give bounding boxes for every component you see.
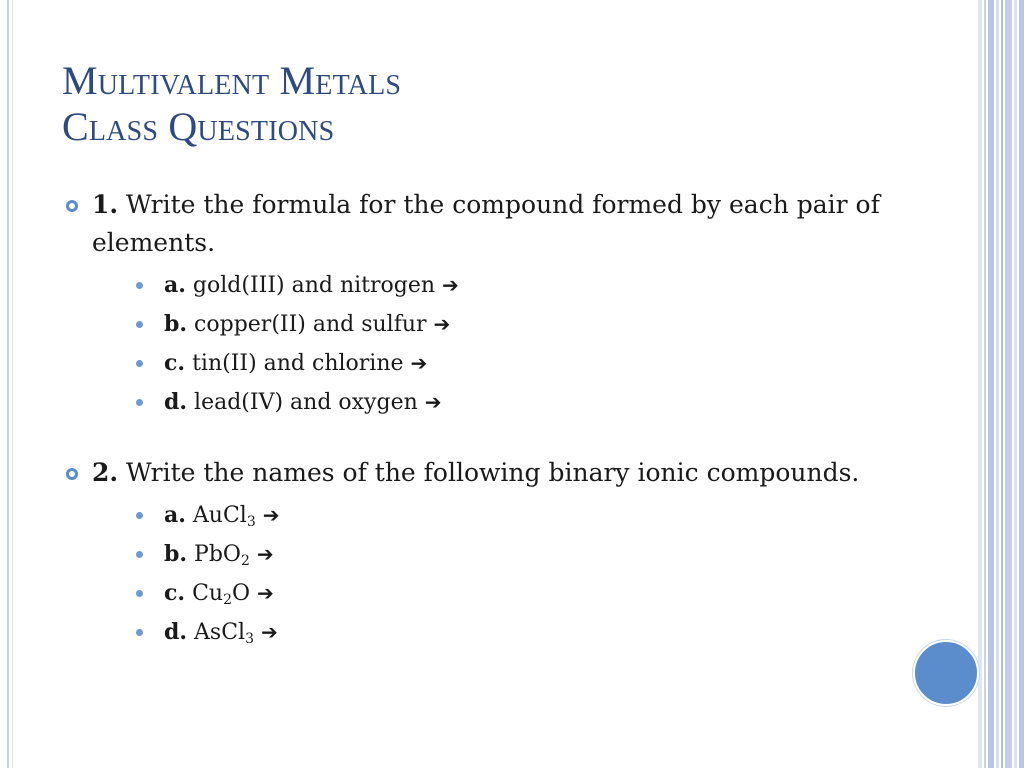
item-text: copper(II) and sulfur	[194, 312, 427, 337]
dot-bullet-icon	[136, 399, 143, 406]
question-2-items	[92, 496, 902, 652]
question-2	[62, 454, 902, 652]
list-item	[92, 535, 902, 574]
title-line-1: Multivalent Metals	[62, 58, 402, 103]
right-decorative-stripes	[978, 0, 1024, 768]
list-item	[92, 613, 902, 652]
dot-bullet-icon	[136, 590, 143, 597]
arrow-right-icon: ➔	[262, 503, 280, 527]
question-1	[62, 186, 902, 422]
item-text: tin(II) and chlorine	[192, 351, 404, 376]
item-letter: d.	[164, 389, 188, 415]
dot-bullet-icon	[136, 321, 143, 328]
list-item	[92, 305, 902, 344]
list-item	[92, 266, 902, 305]
left-frame-thin-line	[12, 0, 13, 768]
dot-bullet-icon	[136, 512, 143, 519]
question-1-items	[92, 266, 902, 422]
question-2-text	[92, 454, 892, 492]
ring-bullet-icon	[66, 468, 78, 480]
dot-bullet-icon	[136, 282, 143, 289]
list-item	[92, 574, 902, 613]
arrow-right-icon: ➔	[424, 390, 442, 414]
arrow-right-icon: ➔	[410, 351, 428, 375]
chemical-formula: AsCl$_3$	[194, 620, 255, 647]
item-letter: a.	[164, 272, 186, 298]
arrow-right-icon: ➔	[257, 581, 274, 605]
arrow-right-icon: ➔	[433, 312, 451, 336]
item-text: lead(IV) and oxygen	[194, 390, 418, 415]
list-item	[92, 496, 902, 535]
item-letter: c.	[164, 580, 186, 606]
chemical-formula: $Cu_2O$	[192, 581, 251, 608]
chemical-formula: PbO$_2$	[194, 542, 250, 569]
slide-content	[62, 186, 902, 652]
slide-title	[62, 58, 401, 150]
item-letter: d.	[164, 619, 188, 645]
arrow-right-icon: ➔	[256, 542, 274, 566]
left-frame-line	[7, 0, 9, 768]
item-text: gold(III) and nitrogen	[192, 273, 436, 298]
item-letter: b.	[164, 541, 188, 567]
list-item	[92, 383, 902, 422]
dot-bullet-icon	[136, 629, 143, 636]
arrow-right-icon: ➔	[442, 273, 459, 297]
question-prompt: Write the formula for the compound formed by each pair of elements.	[92, 190, 880, 257]
chemical-formula: AuCl$_3$	[192, 503, 256, 530]
item-letter: b.	[164, 311, 188, 337]
item-letter: c.	[164, 350, 186, 376]
decorative-circle	[913, 640, 979, 706]
question-1-text	[92, 186, 892, 262]
item-letter: a.	[164, 502, 186, 528]
dot-bullet-icon	[136, 551, 143, 558]
list-item	[92, 344, 902, 383]
dot-bullet-icon	[136, 360, 143, 367]
ring-bullet-icon	[66, 200, 78, 212]
arrow-right-icon: ➔	[261, 620, 278, 644]
title-line-2: Class Questions	[62, 104, 335, 149]
question-number: 2.	[92, 458, 119, 487]
question-number: 1.	[92, 190, 119, 219]
question-prompt: Write the names of the following binary ionic compounds.	[118, 458, 860, 487]
